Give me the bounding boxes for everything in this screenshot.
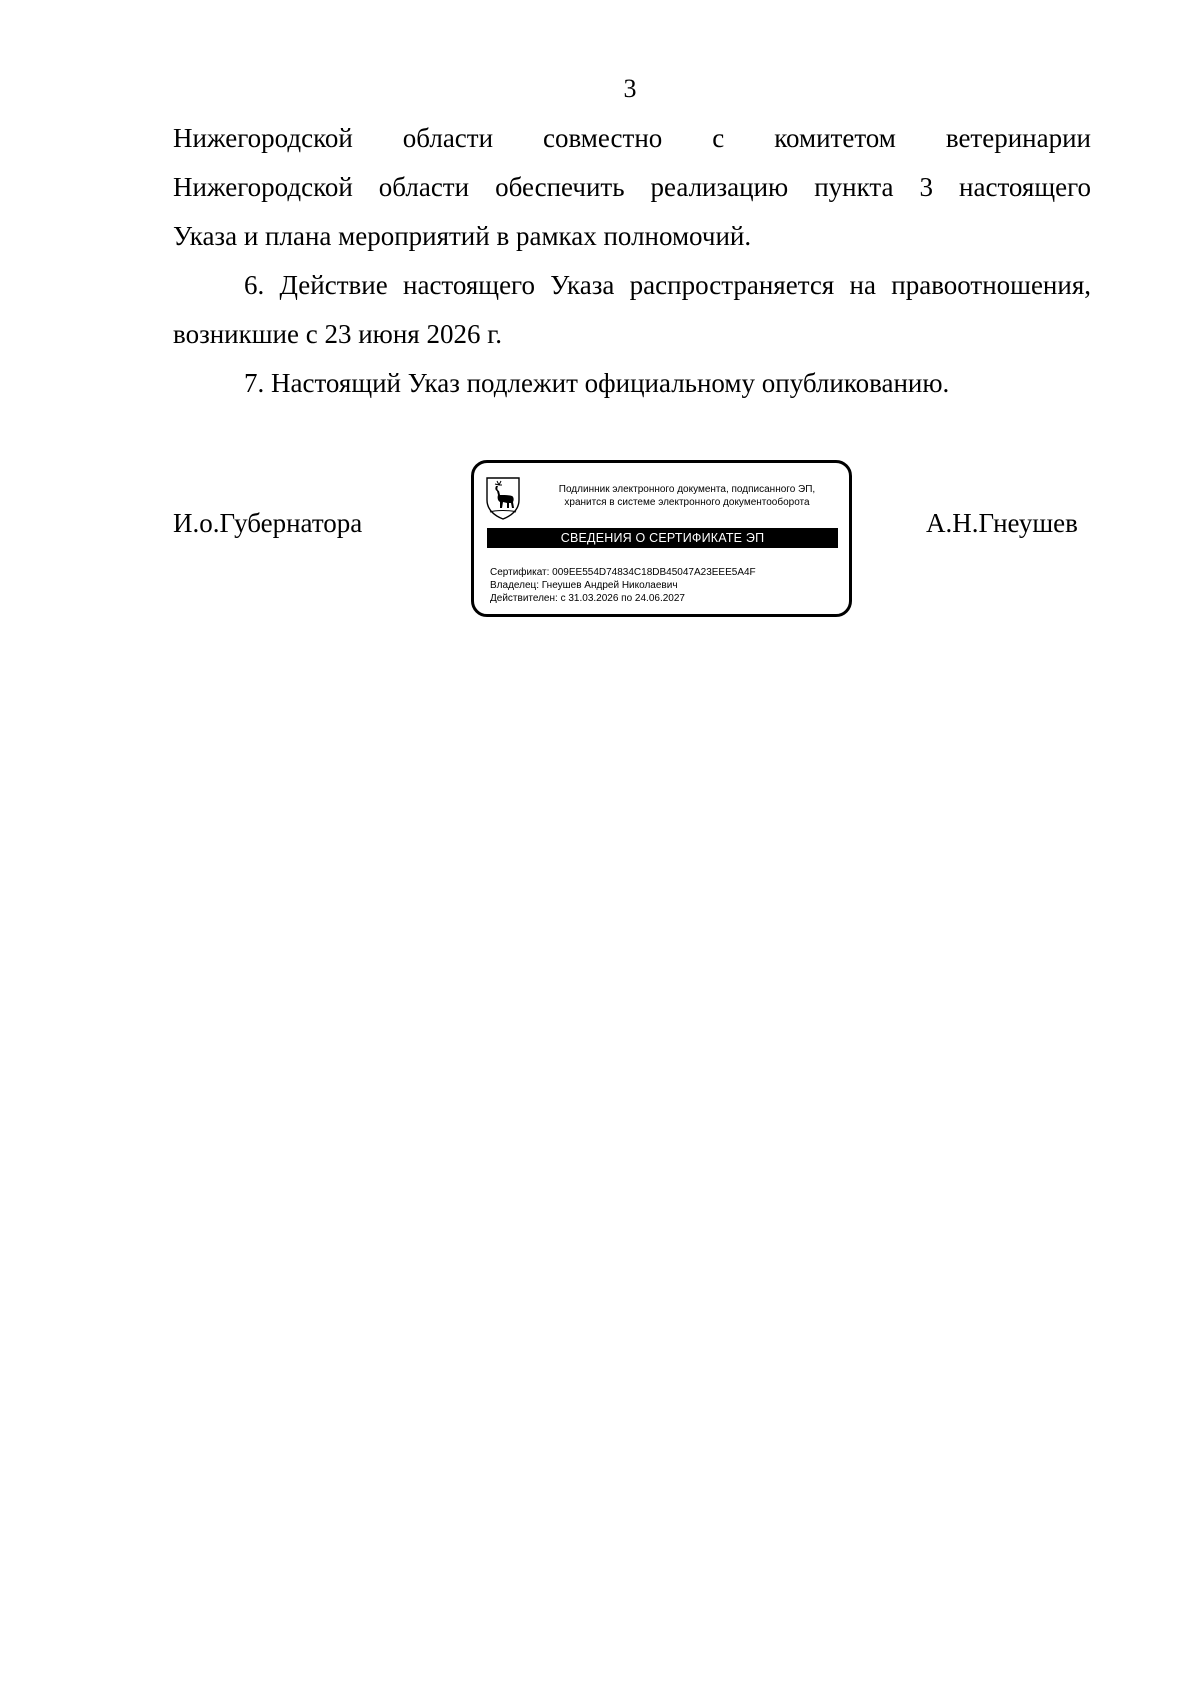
deer-coat-of-arms-icon — [485, 476, 521, 520]
electronic-signature-stamp — [471, 460, 852, 617]
stamp-header-line-2: хранится в системе электронного документооборота — [564, 497, 810, 508]
stamp-certificate-number: Сертификат: 009EE554D74834C18DB45047A23EEE5A4F — [490, 567, 756, 578]
paragraph-6-line-2: возникшие с 23 июня 2026 г. — [173, 319, 502, 349]
paragraph-7: 7. Настоящий Указ подлежит официальному опубликованию. — [244, 368, 950, 398]
paragraph-5 — [173, 114, 1091, 261]
paragraph-5-line-1: Нижегородской области совместно с комитетом ветеринарии — [173, 123, 1091, 153]
stamp-header — [526, 483, 848, 509]
paragraph-5-line-2: Нижегородской области обеспечить реализацию пункта 3 настоящего — [173, 172, 1091, 202]
signatory-position: И.о.Губернатора — [173, 508, 363, 538]
paragraph-5-line-3: Указа и плана мероприятий в рамках полномочий. — [173, 221, 752, 251]
stamp-header-line-1: Подлинник электронного документа, подписанного ЭП, — [558, 484, 816, 495]
stamp-certificate-info — [490, 566, 756, 605]
stamp-owner: Владелец: Гнеушев Андрей Николаевич — [490, 580, 678, 591]
signatory-name: А.Н.Гнеушев — [926, 508, 1078, 538]
stamp-certificate-title: СВЕДЕНИЯ О СЕРТИФИКАТЕ ЭП — [487, 528, 838, 548]
stamp-validity: Действителен: с 31.03.2026 по 24.06.2027 — [490, 593, 685, 604]
paragraph-6 — [173, 261, 1091, 359]
paragraph-6-line-1: 6. Действие настоящего Указа распространяется на правоотношения, — [244, 270, 1091, 300]
page-number: 3 — [623, 74, 637, 103]
